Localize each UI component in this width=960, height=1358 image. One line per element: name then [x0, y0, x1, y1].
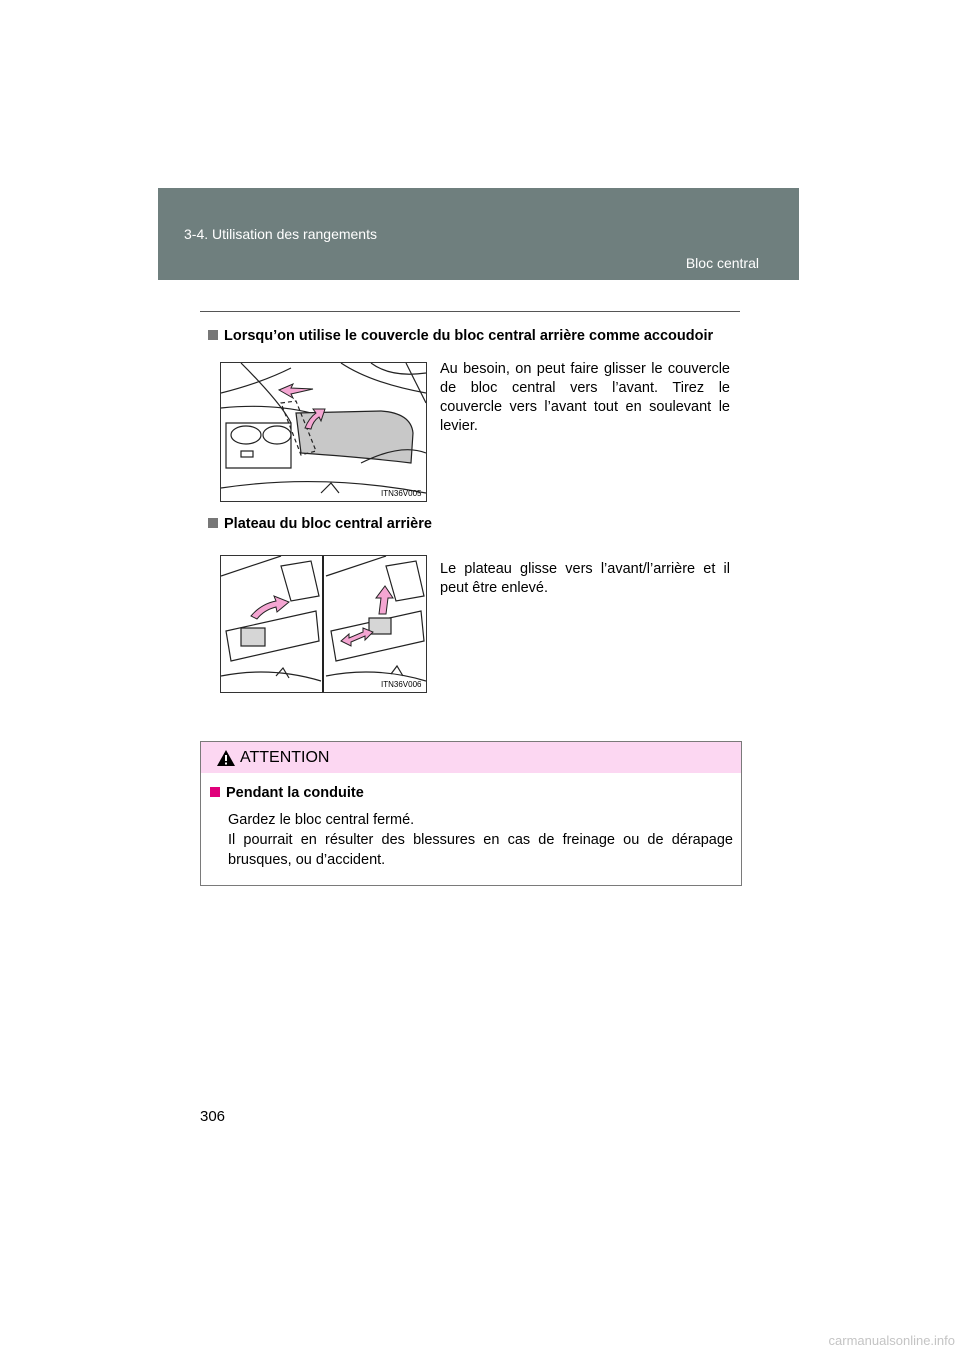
- square-bullet-icon: [208, 330, 218, 340]
- divider: [200, 311, 740, 312]
- figure-code: ITN36V005: [381, 489, 422, 498]
- section-title: 3-4. Utilisation des rangements: [184, 226, 377, 242]
- watermark: carmanualsonline.info: [828, 1333, 955, 1348]
- warning-subheading: Pendant la conduite: [210, 785, 364, 801]
- warning-box: [200, 741, 742, 886]
- warning-triangle-icon: [216, 749, 236, 767]
- square-bullet-icon: [210, 787, 220, 797]
- warning-header: [201, 742, 741, 773]
- armrest-heading: Lorsqu’on utilise le couvercle du bloc central arrière comme accoudoir: [208, 328, 713, 344]
- square-bullet-icon: [208, 518, 218, 528]
- figure-code: ITN36V006: [381, 680, 422, 689]
- warning-text: [228, 810, 733, 870]
- chapter-title: Bloc central: [685, 255, 759, 271]
- warning-label: ATTENTION: [240, 749, 330, 766]
- page-header: [158, 188, 799, 280]
- page-number: 306: [200, 1108, 226, 1125]
- warning-line: Il pourrait en résulter des blessures en cas de freinage ou de dérapage brusques, ou d’accident.: [228, 832, 733, 868]
- armrest-illustration: [220, 362, 427, 502]
- armrest-description: Au besoin, on peut faire glisser le couvercle de bloc central vers l’avant. Tirez le couvercle vers l’avant tout en soulevant le levier.: [440, 361, 730, 434]
- tray-illustration: [220, 555, 427, 693]
- tray-description: Le plateau glisse vers l’avant/l’arrière et il peut être enlevé.: [440, 561, 730, 596]
- tray-heading: Plateau du bloc central arrière: [208, 516, 432, 532]
- warning-line: Gardez le bloc central fermé.: [228, 812, 415, 828]
